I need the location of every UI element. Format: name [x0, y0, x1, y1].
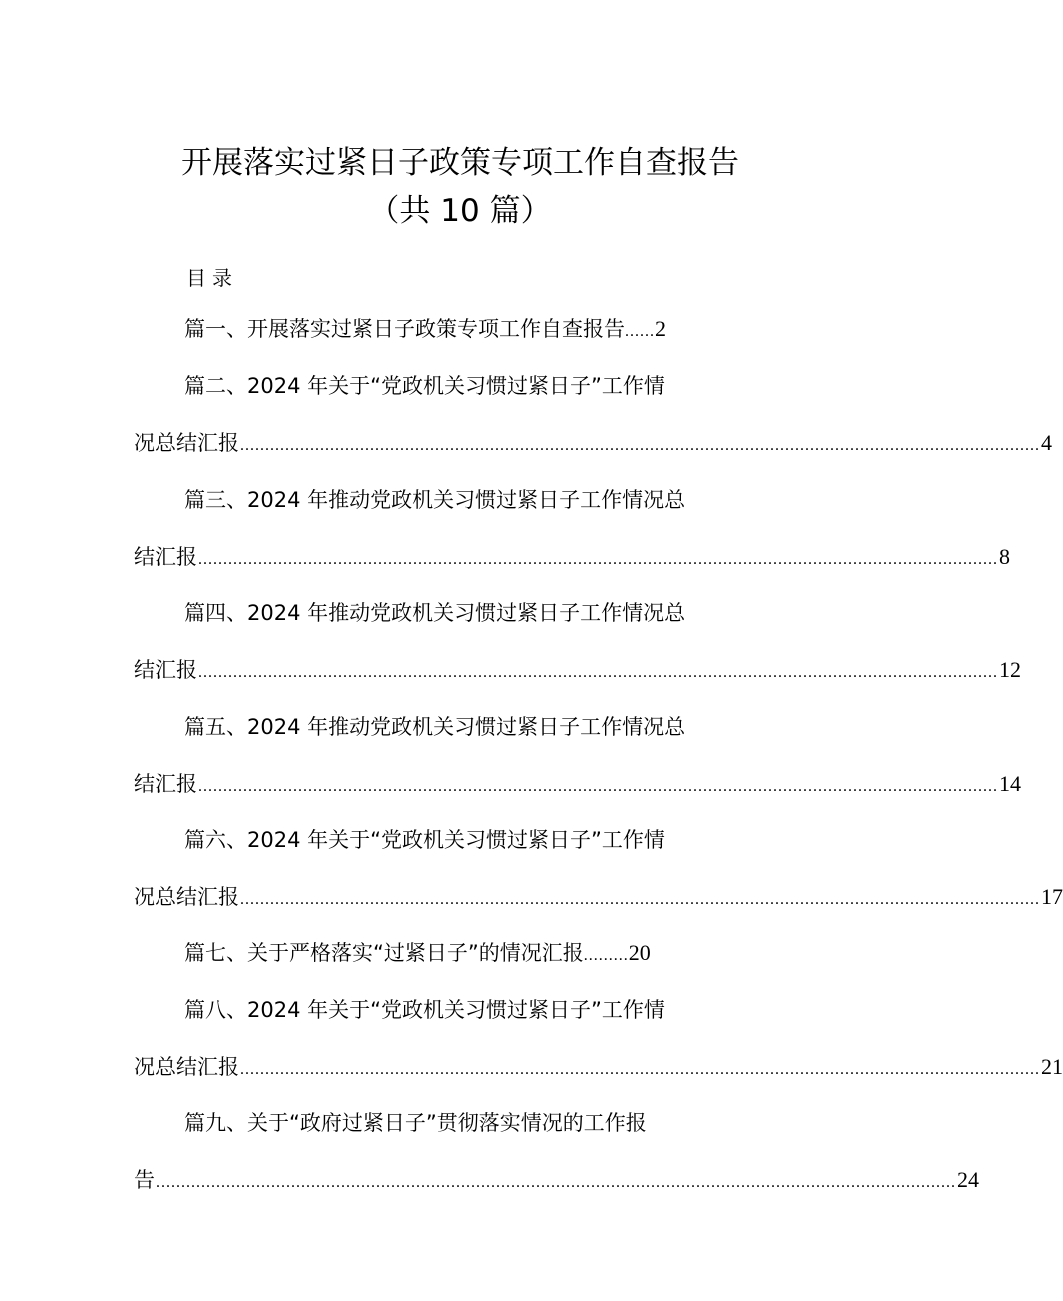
toc-page-number: 20 [628, 940, 651, 965]
toc-entry-3[interactable] [184, 485, 685, 515]
toc-entry-9-cont[interactable] [134, 1165, 979, 1198]
toc-page-number: 4 [1041, 430, 1052, 455]
toc-entry-title: 篇二、2024 年关于“党政机关习惯过紧日子”工作情 [184, 374, 665, 398]
toc-entry-title: 篇八、2024 年关于“党政机关习惯过紧日子”工作情 [184, 998, 665, 1022]
toc-leader: ................................................................................................................................................................ [240, 1061, 1040, 1078]
toc-page-number: 12 [999, 657, 1021, 682]
toc-entry-title: 篇七、关于严格落实“过紧日子”的情况汇报 [184, 941, 584, 965]
toc-entry-title-cont: 况总结汇报 [134, 1055, 239, 1079]
toc-entry-9[interactable] [184, 1108, 647, 1138]
toc-entry-4[interactable] [184, 598, 685, 628]
toc-leader: ................................................................................................................................................................ [156, 1174, 956, 1191]
toc-entry-3-cont[interactable] [134, 542, 1010, 575]
toc-leader: ................................................................................................................................................................ [240, 437, 1040, 454]
document-subtitle: （共 10 篇） [368, 193, 552, 229]
toc-page-number: 24 [957, 1167, 979, 1192]
toc-entry-title: 篇六、2024 年关于“党政机关习惯过紧日子”工作情 [184, 828, 665, 852]
document-title: 开展落实过紧日子政策专项工作自查报告 [181, 145, 739, 181]
toc-entry-title-cont: 结汇报 [134, 658, 197, 682]
toc-page-number: 21 [1041, 1054, 1063, 1079]
toc-leader: ...... [625, 323, 655, 340]
toc-entry-7[interactable] [184, 938, 770, 971]
toc-leader: ................................................................................................................................................................ [198, 664, 998, 681]
toc-leader: ................................................................................................................................................................ [198, 778, 998, 795]
toc-entry-title: 篇四、2024 年推动党政机关习惯过紧日子工作情况总 [184, 601, 686, 625]
toc-entry-2-cont[interactable] [134, 428, 1052, 461]
toc-heading: 目录 [186, 266, 238, 290]
toc-entry-6-cont[interactable] [134, 882, 1063, 915]
toc-entry-2[interactable] [184, 371, 665, 401]
toc-entry-title-cont: 告 [134, 1168, 155, 1192]
toc-entry-8-cont[interactable] [134, 1052, 1063, 1085]
toc-page-number: 8 [999, 544, 1010, 569]
toc-page-number: 17 [1041, 884, 1063, 909]
toc-entry-title: 篇三、2024 年推动党政机关习惯过紧日子工作情况总 [184, 488, 686, 512]
toc-entry-title-cont: 况总结汇报 [134, 885, 239, 909]
toc-page-number: 14 [999, 771, 1021, 796]
toc-page-number: 2 [655, 316, 666, 341]
toc-entry-title-cont: 结汇报 [134, 772, 197, 796]
toc-entry-1[interactable] [184, 314, 770, 347]
toc-entry-8[interactable] [184, 995, 665, 1025]
toc-entry-6[interactable] [184, 825, 665, 855]
toc-leader: ......... [583, 947, 629, 964]
toc-entry-title: 篇九、关于“政府过紧日子”贯彻落实情况的工作报 [184, 1111, 647, 1135]
toc-leader: ................................................................................................................................................................ [240, 891, 1040, 908]
toc-entry-5-cont[interactable] [134, 769, 1021, 802]
toc-entry-title: 篇一、开展落实过紧日子政策专项工作自查报告 [184, 317, 625, 341]
toc-entry-4-cont[interactable] [134, 655, 1021, 688]
toc-entry-title-cont: 况总结汇报 [134, 431, 239, 455]
toc-leader: ................................................................................................................................................................ [198, 551, 998, 568]
toc-entry-title-cont: 结汇报 [134, 545, 197, 569]
toc-entry-5[interactable] [184, 712, 685, 742]
toc-entry-title: 篇五、2024 年推动党政机关习惯过紧日子工作情况总 [184, 715, 686, 739]
